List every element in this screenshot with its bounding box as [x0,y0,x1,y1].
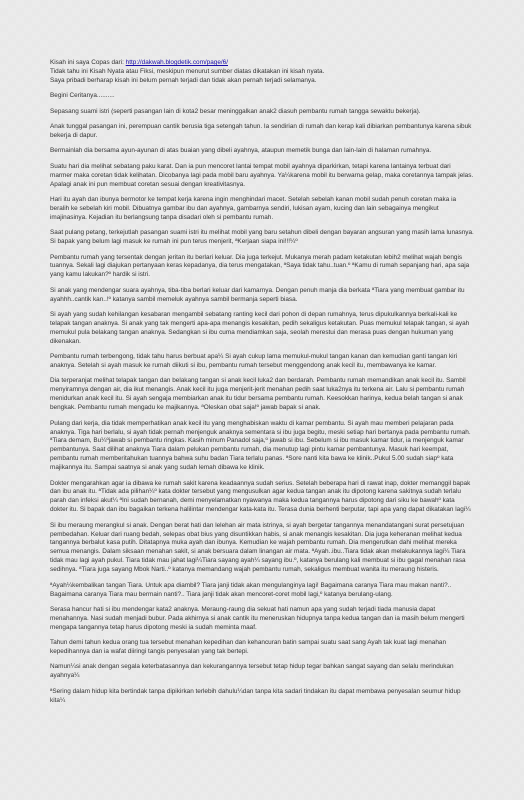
disclaimer-line: Tidak tahu ini Kisah Nyata atau Fiksi, meskipun menurut sumber diatas dikatakan ini kisah nyata. [50,67,325,75]
source-prefix: Kisah ini saya Copas dari: [50,59,126,66]
paragraph: Namun¼si anak dengan segala keterbatasannya dan kekurangannya tersebut tetap hidup tegar bahkan sangat sayang dan selalu merindukan ayahnya¼ [50,663,454,680]
paragraph: Si ayah yang sudah kehilangan kesabaran mengambil sebatang ranting kecil dari pohon di depan rumahnya, terus dipukulkannya berkali-kali ke telapak tangan anaknya. Si anak yang tak mengerti apa-apa menangis kesakitan, pedih sekaligus ketakutan. Puas memukul telapak tangan, si ayah memukul pula belakang tangan anaknya. Sedangkan si ibu cuma mendiamkan saja, seolah merestui dan merasa puas dengan hukuman yang dikenakan. [50,311,470,345]
paragraph: Sepasang suami istri (seperti pasangan lain di kota2 besar meninggalkan anak2 diasuh pembantu rumah tangga sewaktu bekerja). [50,107,421,115]
paragraph: Serasa hancur hati si ibu mendengar kata2 anaknya. Meraung-raung dia sekuat hati namun apa yang sudah terjadi tiada manusia dapat menahannya. Nasi sudah menjadi bubur. Pada akhirnya si anak cantik itu meneruskan hidupnya tanpa kedua tangan dan ia masih belum mengerti mengapa tangannya tetap harus dipotong meski ia sudah meminta maaf. [50,605,465,631]
source-link[interactable]: http://dakwah.blogdetik.com/page/6/ [125,59,228,66]
paragraph: Suatu hari dia melihat sebatang paku karat. Dan ia pun mencoret lantai tempat mobil ayahnya diparkirkan, tetapi karena lantainya terbuat dari marmer maka coretan tidak kelihatan. Dicobanya lagi pada mobil baru ayahnya. Ya¼karena mobil itu berwarna gelap, maka coretannya tampak jelas. Apalagi anak ini pun membuat coretan sesuai dengan kreativitasnya. [50,162,474,188]
paragraph: Dia terperanjat melihat telapak tangan dan belakang tangan si anak kecil luka2 dan berdarah. Pembantu rumah memandikan anak kecil itu. Sambil menyiramnya dengan air, dia ikut menangis. Anak kecil itu juga menjerit-jerit menahan pedih saat luka2nya itu terkena air. Lalu si pembantu rumah menidurkan anak kecil itu. Si ayah sengaja membiarkan anak itu tidur bersama pembantu rumah. Keesokkan harinya, kedua belah tangan si anak bengkak. Pembantu rumah mengadu ke majikannya. ªOleskan obat saja!º jawab bapak si anak. [50,377,466,412]
source-line [50,59,474,68]
hope-line: Saya pribadi berharap kisah ini belum pernah terjadi dan tidak akan pernah terjadi selamanya. [50,76,317,84]
paragraph: Begini Ceritanya.......... [50,92,115,100]
paragraph: Bermainlah dia bersama ayun-ayunan di atas buaian yang dibeli ayahnya, ataupun memetik bunga dan lain-lain di halaman rumahnya. [50,147,432,155]
paragraph: Anak tunggal pasangan ini, perempuan cantik berusia tiga setengah tahun. Ia sendirian di rumah dan kerap kali dibiarkan pembantunya karena sibuk bekerja di dapur. [50,123,472,139]
paragraph: Si ibu meraung merangkul si anak. Dengan berat hati dan lelehan air mata istrinya, si ayah bergetar tangannya menandatangani surat persetujuan pembedahan. Keluar dari ruang bedah, selepas obat bius yang disuntikkan habis, si anak menangis kesakitan. Dia juga keheranan melihat kedua tangannya berbalut kasa putih. Ditatapnya muka ayah dan ibunya. Kemudian ke wajah pembantu rumah. Dia mengerutkan dahi melihat mereka semua menangis. Dalam siksaan menahan sakit, si anak bersuara dalam linangan air mata. ªAyah..ibu..Tiara tidak akan melakukannya lagi¼ Tiara tidak mau lagi ayah pukul. Tiara tidak mau jahat lagi¼Tiara sayang ayah¼ sayang ibu.º, katanya berulang kali membuat si ibu gagal menahan rasa sedihnya. ªTiara juga sayang Mbok Narti..º katanya memandang wajah pembantu rumah, sekaligus membuat wanita itu meraung histeris. [50,521,466,574]
paragraph: Pulang dari kerja, dia tidak memperhatikan anak kecil itu yang menghabiskan waktu di kamar pembantu. Si ayah mau memberi pelajaran pada anaknya. Tiga hari berlalu, si ayah tidak pernah menjenguk anaknya sementara si ibu juga begitu, meski setiap hari bertanya pada pembantu rumah. ªTiara demam, Bu¼ºjawab si pembantu ringkas. Kasih minum Panadol saja,º jawab si ibu. Sebelum si ibu masuk kamar tidur, ia menjenguk kamar pembantunya. Saat dilihat anaknya Tiara dalam pelukan pembantu rumah, dia menutup lagi pintu kamar pembantunya. Masuk hari keempat, pembantu rumah memberitahukan tuannya bahwa suhu badan Tiara terlalu panas. ªSore nanti kita bawa ke klinik..Pukul 5.00 sudah siapº kata majikannya itu. Sampai saatnya si anak yang sudah lemah dibawa ke klinik. [50,419,471,472]
paragraph: Tahun demi tahun kedua orang tua tersebut menahan kepedihan dan kehancuran batin sampai suatu saat sang Ayah tak kuat lagi menahan kepedihannya dan ia wafat diiringi tangis penyesalan yang tak bertepi. [50,639,447,656]
paragraph: Si anak yang mendengar suara ayahnya, tiba-tiba berlari keluar dari kamarnya. Dengan penuh manja dia berkata ªTiara yang membuat gambar itu ayahhh..cantik kan..!º katanya sambil memeluk ayahnya sambil bermanja seperti biasa. [50,286,465,303]
paragraph: Dokter mengarahkan agar ia dibawa ke rumah sakit karena keadaannya sudah serius. Setelah beberapa hari di rawat inap, dokter memanggil bapak dan ibu anak itu. ªTidak ada pilihan¼º kata dokter tersebut yang mengusulkan agar kedua tangan anak itu dipotong karena sakitnya sudah terlalu parah dan infeksi akut¼ ªIni sudah bernanah, demi menyelamatkan nyawanya maka kedua tangannya harus dipotong dari siku ke bawahº kata dokter itu. Si bapak dan ibu bagaikan terkena halilintar mendengar kata-kata itu. Terasa dunia berhenti berputar, tapi apa yang dapat dikatakan lagi¼ [50,479,471,514]
paragraph: Hari itu ayah dan ibunya bermotor ke tempat kerja karena ingin menghindari macet. Setelah sebelah kanan mobil sudah penuh coretan maka ia beralih ke sebelah kiri mobil. Dibuatnya gambar ibu dan ayahnya, gambarnya sendiri, lukisan ayam, kucing dan lain sebagainya mengikut imajinasinya. Kejadian itu berlangsung tanpa disadari oleh si pembantu rumah. [50,195,457,221]
paragraph: Pembantu rumah terbengong, tidak tahu harus berbuat apa¼ Si ayah cukup lama memukul-mukul tangan kanan dan kemudian ganti tangan kiri anaknya. Setelah si ayah masuk ke rumah diikuti si ibu, pembantu rumah tersebut menggendong anak kecil itu, membawanya ke kamar. [50,353,458,370]
paragraph: Pembantu rumah yang tersentak dengan jeritan itu berlari keluar. Dia juga terkejut. Mukanya merah padam ketakutan lebih2 melihat wajah bengis tuannya. Sekali lagi diajukan pertanyaan keras kepadanya, dia terus mengatakan, ªSaya tidak tahu..tuan.º ªKamu di rumah sepanjang hari, apa saja yang kamu lakukan?º hardik si istri. [50,253,470,279]
document-body [50,59,474,712]
paragraph: ªSering dalam hidup kita bertindak tanpa dipikirkan terlebih dahulu¼dan tanpa kita sadari tindakan itu dapat membawa penyesalan seumur hidup kita¼ [50,687,461,704]
paragraph: Saat pulang petang, terkejutlah pasangan suami istri itu melihat mobil yang baru setahun dibeli dengan bayaran angsuran yang masih lama lunasnya. Si bapak yang belum lagi masuk ke rumah ini pun terus menjerit, ªKerjaan siapa ini!!!¼º [50,229,474,246]
paragraph: ªAyah¼kembalikan tangan Tiara. Untuk apa diambil? Tiara janji tidak akan mengulanginya lagi! Bagaimana caranya Tiara mau makan nanti?.. Bagaimana caranya Tiara mau bermain nanti?.. Tiara janji tidak akan mencoret-coret mobil lagi,º katanya berulang-ulang. [50,581,452,598]
